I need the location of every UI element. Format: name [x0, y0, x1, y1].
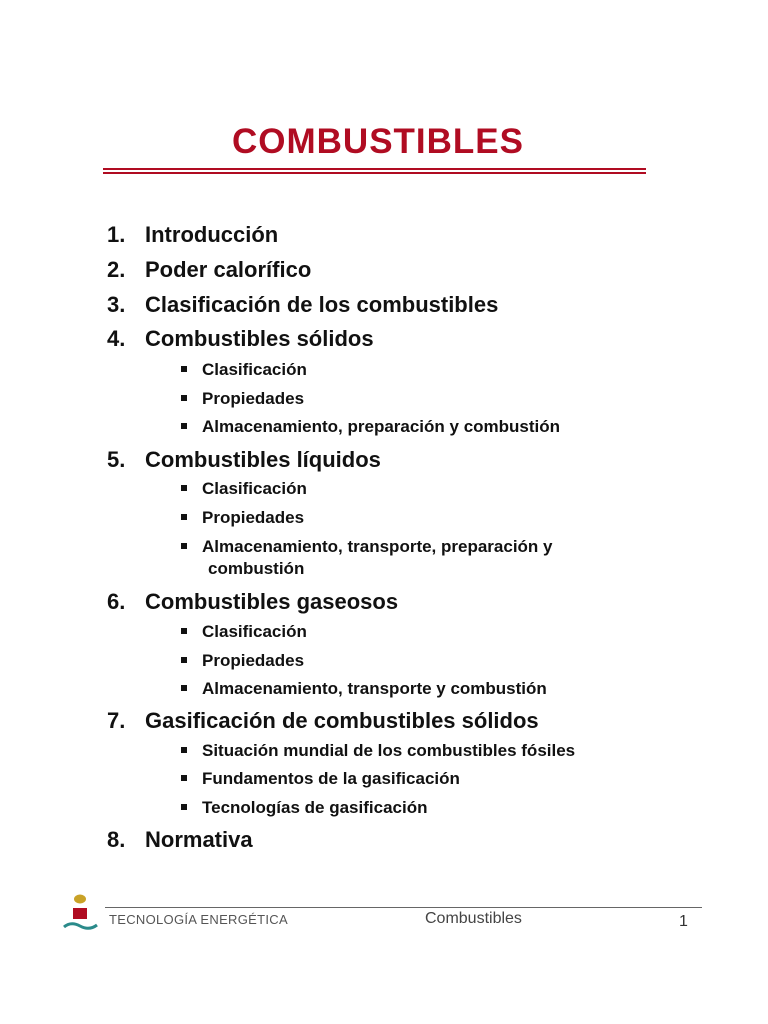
square-bullet-icon — [181, 395, 187, 401]
toc-item-3 — [107, 292, 498, 318]
toc-item-7 — [107, 708, 539, 734]
square-bullet-icon — [181, 747, 187, 753]
toc-subitem: Clasificación — [181, 621, 307, 643]
footer-rule — [105, 907, 702, 908]
toc-subitem: Almacenamiento, transporte, preparación y combustión — [181, 536, 553, 580]
toc-subitem: Clasificación — [181, 359, 307, 381]
square-bullet-icon — [181, 804, 187, 810]
toc-subitem: Clasificación — [181, 478, 307, 500]
square-bullet-icon — [181, 485, 187, 491]
square-bullet-icon — [181, 423, 187, 429]
toc-number: 1. — [107, 222, 126, 247]
square-bullet-icon — [181, 657, 187, 663]
toc-number: 6. — [107, 589, 126, 614]
toc-number: 4. — [107, 326, 126, 351]
square-bullet-icon — [181, 514, 187, 520]
toc-item-2 — [107, 257, 311, 283]
toc-subitem: Propiedades — [181, 388, 304, 410]
toc-label: Clasificación de los combustibles — [145, 292, 499, 317]
square-bullet-icon — [181, 775, 187, 781]
toc-subitem: Propiedades — [181, 507, 304, 529]
toc-number: 2. — [107, 257, 126, 282]
toc-label: Normativa — [145, 827, 253, 852]
toc-subitem: Almacenamiento, transporte y combustión — [181, 678, 547, 700]
toc-item-4 — [107, 326, 374, 352]
toc-subitem: Almacenamiento, preparación y combustión — [181, 416, 560, 438]
square-bullet-icon — [181, 685, 187, 691]
toc-label: Gasificación de combustibles sólidos — [145, 708, 539, 733]
toc-subitem: Situación mundial de los combustibles fósiles — [181, 740, 575, 762]
toc-label: Introducción — [145, 222, 279, 247]
page-title: COMBUSTIBLES — [232, 122, 524, 161]
toc-number: 7. — [107, 708, 126, 733]
toc-label: Combustibles líquidos — [145, 447, 381, 472]
footer-topic: Combustibles — [425, 910, 522, 927]
toc-subitem: Tecnologías de gasificación — [181, 797, 427, 819]
toc-item-5 — [107, 447, 381, 473]
toc-label: Poder calorífico — [145, 257, 312, 282]
toc-number: 5. — [107, 447, 126, 472]
toc-item-8 — [107, 827, 253, 853]
institution-logo-icon — [62, 894, 98, 934]
square-bullet-icon — [181, 366, 187, 372]
page-number: 1 — [679, 913, 688, 930]
toc-number: 8. — [107, 827, 126, 852]
toc-label: Combustibles sólidos — [145, 326, 374, 351]
toc-item-1 — [107, 222, 278, 248]
toc-item-6 — [107, 589, 398, 615]
toc-number: 3. — [107, 292, 126, 317]
footer-course-name: TECNOLOGÍA ENERGÉTICA — [109, 912, 288, 927]
toc-subitem: Propiedades — [181, 650, 304, 672]
square-bullet-icon — [181, 628, 187, 634]
toc-subitem: Fundamentos de la gasificación — [181, 768, 460, 790]
toc-label: Combustibles gaseosos — [145, 589, 399, 614]
square-bullet-icon — [181, 543, 187, 549]
